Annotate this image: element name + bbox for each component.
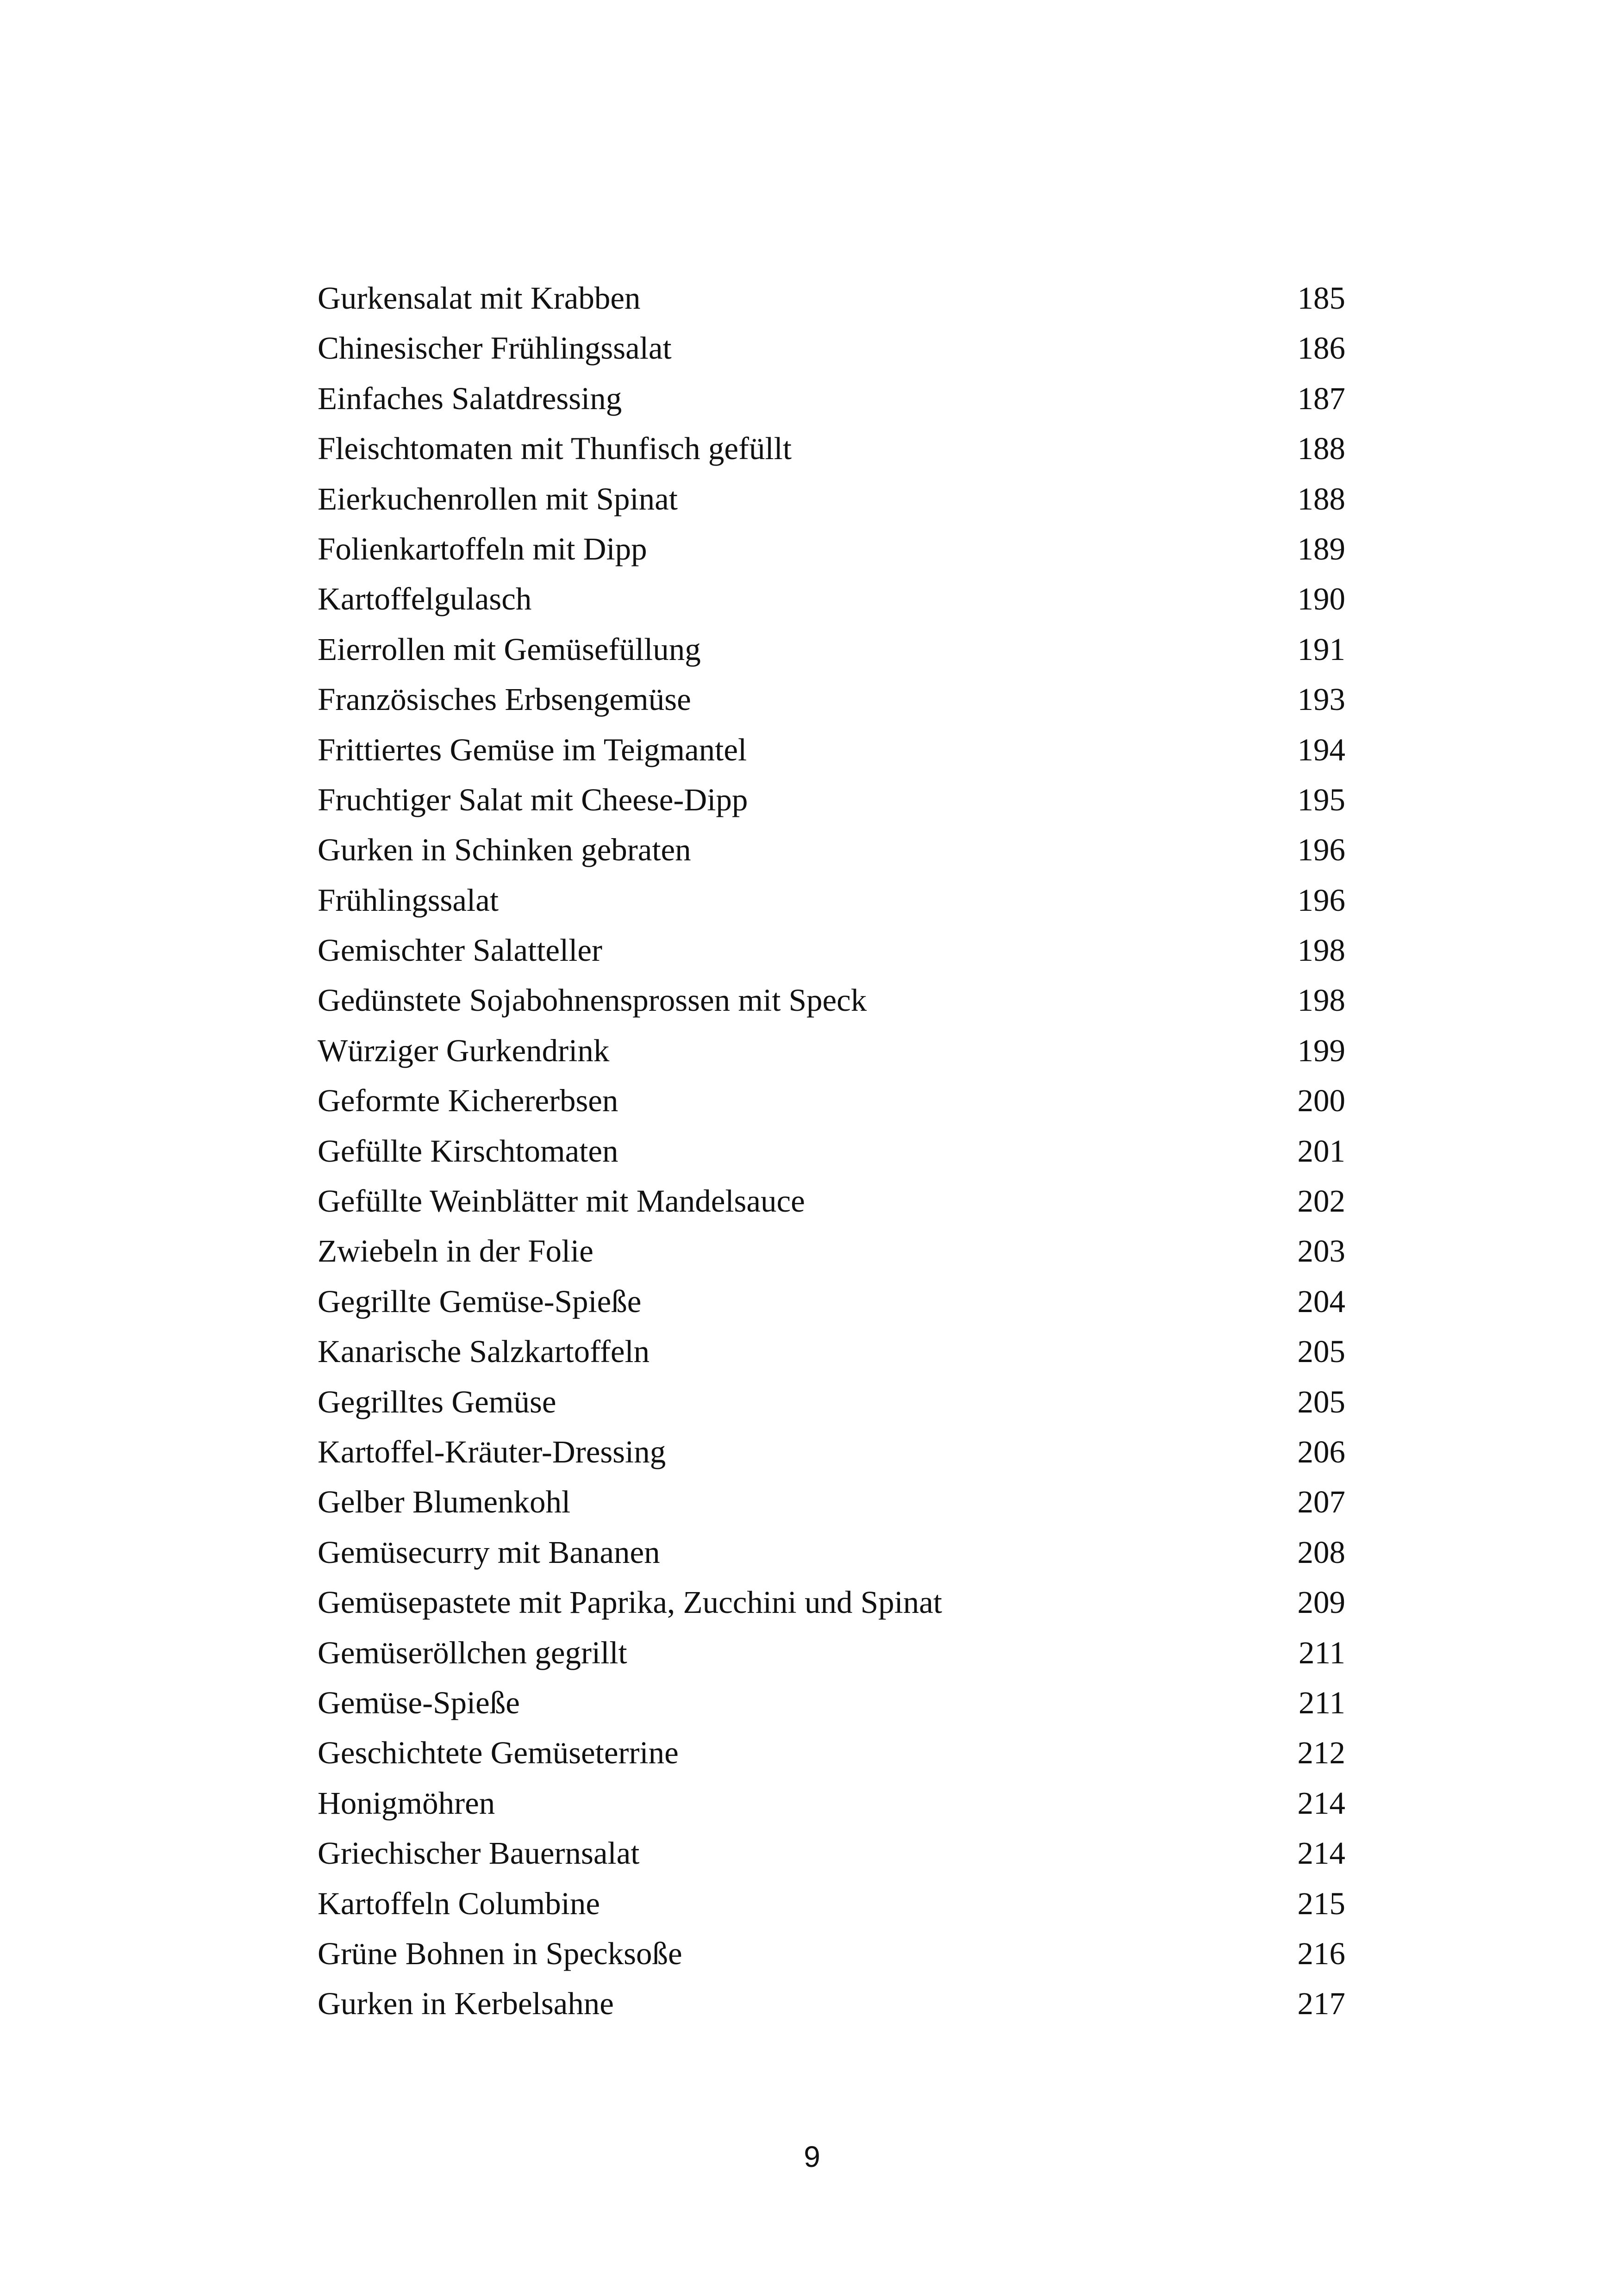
toc-entry-page-number: 206 [1297, 1434, 1345, 1469]
toc-entry [318, 1628, 1345, 1678]
toc-entry-page-number: 214 [1297, 1836, 1345, 1871]
toc-entry-title: Zwiebeln in der Folie [318, 1233, 593, 1269]
toc-entry-page-number: 211 [1299, 1685, 1345, 1720]
toc-entry [318, 474, 1345, 524]
toc-entry [318, 524, 1345, 574]
toc-entry-title: Frittiertes Gemüse im Teigmantel [318, 732, 747, 767]
toc-entry-title: Einfaches Salatdressing [318, 380, 622, 416]
toc-entry-page-number: 214 [1297, 1785, 1345, 1821]
toc-entry [318, 1477, 1345, 1527]
toc-entry [318, 1126, 1345, 1176]
toc-entry-title: Gefüllte Kirschtomaten [318, 1133, 618, 1169]
toc-entry [318, 323, 1345, 373]
toc-entry-title: Kanarische Salzkartoffeln [318, 1334, 650, 1369]
toc-entry-title: Kartoffel-Kräuter-Dressing [318, 1434, 666, 1469]
toc-entry-page-number: 190 [1297, 581, 1345, 617]
toc-entry-page-number: 208 [1297, 1534, 1345, 1570]
toc-entry-page-number: 194 [1297, 732, 1345, 767]
toc-entry [318, 1377, 1345, 1427]
toc-entry-title: Gemischter Salatteller [318, 933, 603, 968]
toc-entry-title: Französisches Erbsengemüse [318, 682, 691, 717]
toc-entry-page-number: 203 [1297, 1233, 1345, 1269]
toc-entry [318, 825, 1345, 875]
toc-entry [318, 1678, 1345, 1728]
toc-entry-page-number: 188 [1297, 431, 1345, 467]
toc-entry-page-number: 209 [1297, 1585, 1345, 1620]
toc-entry-title: Gefüllte Weinblätter mit Mandelsauce [318, 1183, 805, 1219]
toc-entry-title: Chinesischer Frühlingssalat [318, 330, 672, 366]
toc-entry-page-number: 216 [1297, 1935, 1345, 1971]
toc-entry-page-number: 204 [1297, 1283, 1345, 1319]
toc-entry-title: Fruchtiger Salat mit Cheese-Dipp [318, 782, 748, 817]
toc-entry [318, 1778, 1345, 1828]
toc-entry-title: Gegrilltes Gemüse [318, 1384, 556, 1419]
toc-entry-page-number: 217 [1297, 1986, 1345, 2022]
toc-entry-page-number: 196 [1297, 832, 1345, 868]
toc-entry-title: Fleischtomaten mit Thunfisch gefüllt [318, 431, 792, 467]
toc-entry [318, 775, 1345, 825]
toc-entry [318, 1828, 1345, 1878]
toc-entry-title: Gurkensalat mit Krabben [318, 280, 641, 316]
toc-entry [318, 1527, 1345, 1577]
toc-entry-page-number: 187 [1297, 380, 1345, 416]
toc-entry-page-number: 200 [1297, 1083, 1345, 1119]
toc-entry [318, 975, 1345, 1025]
toc-entry-title: Gegrillte Gemüse-Spieße [318, 1283, 642, 1319]
toc-entry [318, 1226, 1345, 1276]
table-of-contents [318, 273, 1345, 2029]
toc-entry-title: Gurken in Kerbelsahne [318, 1986, 614, 2022]
toc-entry-title: Kartoffeln Columbine [318, 1885, 600, 1921]
toc-entry-title: Gedünstete Sojabohnensprossen mit Speck [318, 983, 867, 1018]
toc-entry-page-number: 198 [1297, 933, 1345, 968]
toc-entry-title: Frühlingssalat [318, 882, 499, 918]
toc-entry-title: Griechischer Bauernsalat [318, 1836, 640, 1871]
toc-entry-page-number: 193 [1297, 682, 1345, 717]
toc-entry-page-number: 212 [1297, 1735, 1345, 1771]
toc-entry-title: Gemüsepastete mit Paprika, Zucchini und Spinat [318, 1585, 943, 1620]
toc-entry-title: Gelber Blumenkohl [318, 1484, 571, 1520]
toc-entry [318, 273, 1345, 323]
toc-entry-page-number: 198 [1297, 983, 1345, 1018]
toc-entry-title: Gurken in Schinken gebraten [318, 832, 691, 868]
toc-entry-title: Grüne Bohnen in Specksoße [318, 1935, 682, 1971]
toc-entry [318, 373, 1345, 423]
toc-entry-title: Eierrollen mit Gemüsefüllung [318, 631, 701, 667]
toc-entry-title: Honigmöhren [318, 1785, 495, 1821]
toc-entry [318, 674, 1345, 724]
toc-entry [318, 423, 1345, 473]
toc-entry-page-number: 196 [1297, 882, 1345, 918]
toc-entry [318, 1879, 1345, 1929]
toc-entry [318, 875, 1345, 925]
toc-entry-title: Gemüsecurry mit Bananen [318, 1534, 660, 1570]
toc-entry-page-number: 189 [1297, 531, 1345, 566]
toc-entry [318, 1276, 1345, 1326]
toc-entry-page-number: 202 [1297, 1183, 1345, 1219]
toc-entry-page-number: 201 [1297, 1133, 1345, 1169]
toc-entry-page-number: 205 [1297, 1334, 1345, 1369]
toc-entry-page-number: 186 [1297, 330, 1345, 366]
toc-entry [318, 1979, 1345, 2028]
toc-entry [318, 1076, 1345, 1126]
toc-entry [318, 624, 1345, 674]
toc-entry [318, 925, 1345, 975]
toc-entry-page-number: 211 [1299, 1635, 1345, 1670]
toc-entry [318, 1326, 1345, 1376]
toc-entry [318, 1176, 1345, 1226]
page-number: 9 [804, 2140, 820, 2173]
toc-entry-title: Eierkuchenrollen mit Spinat [318, 481, 678, 516]
toc-entry-title: Gemüse-Spieße [318, 1685, 520, 1720]
toc-entry [318, 1929, 1345, 1979]
toc-entry-page-number: 188 [1297, 481, 1345, 516]
toc-entry-page-number: 191 [1297, 631, 1345, 667]
toc-entry-page-number: 185 [1297, 280, 1345, 316]
toc-entry-page-number: 215 [1297, 1885, 1345, 1921]
toc-entry-title: Geschichtete Gemüseterrine [318, 1735, 679, 1771]
toc-entry [318, 1728, 1345, 1778]
toc-entry-page-number: 205 [1297, 1384, 1345, 1419]
toc-entry-page-number: 195 [1297, 782, 1345, 817]
toc-entry-title: Kartoffelgulasch [318, 581, 532, 617]
toc-entry [318, 1577, 1345, 1627]
toc-entry-title: Geformte Kichererbsen [318, 1083, 618, 1119]
toc-entry-page-number: 199 [1297, 1033, 1345, 1068]
toc-entry-page-number: 207 [1297, 1484, 1345, 1520]
toc-entry-title: Folienkartoffeln mit Dipp [318, 531, 647, 566]
toc-entry [318, 1026, 1345, 1076]
toc-entry [318, 725, 1345, 775]
toc-entry [318, 1427, 1345, 1477]
toc-entry-title: Würziger Gurkendrink [318, 1033, 610, 1068]
toc-entry [318, 574, 1345, 624]
toc-entry-title: Gemüseröllchen gegrillt [318, 1635, 627, 1670]
